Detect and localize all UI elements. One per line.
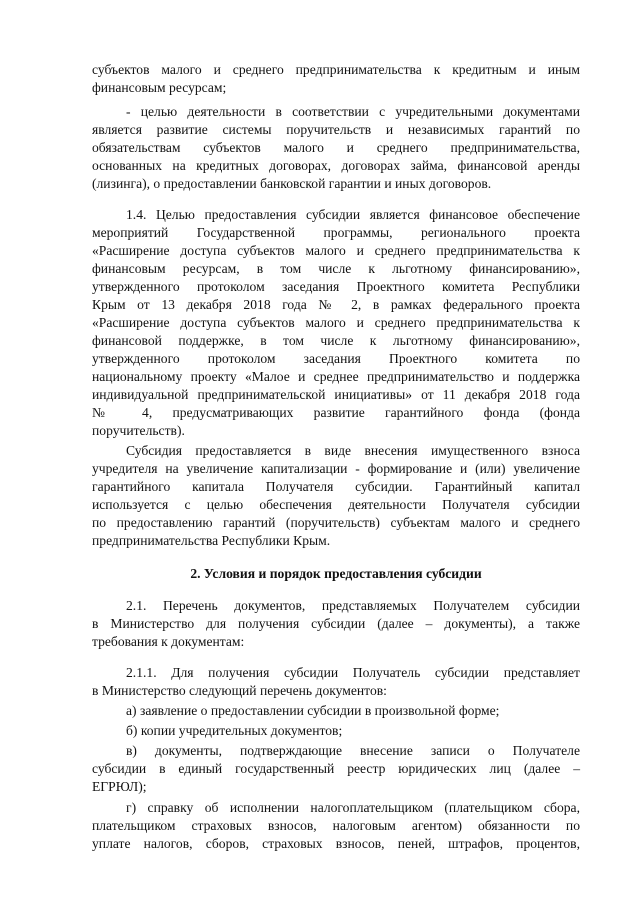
text-line: субъектов малого и среднего предпринимательства к кредитным и иным [92, 62, 580, 77]
text-line: используется с целью обеспечения деятельности Получателя субсидии [92, 497, 580, 512]
text-line: обязательствам субъектов малого и среднего предпринимательства, [92, 140, 580, 155]
text-line: 2.1.1. Для получения субсидии Получатель субсидии представляет [126, 665, 580, 680]
text-line: Крым от 13 декабря 2018 года № 2, в рамках федерального проекта [92, 297, 580, 312]
text-line: уплате налогов, сборов, страховых взносов, пеней, штрафов, процентов, [92, 836, 580, 851]
text-line: - целью деятельности в соответствии с учредительными документами [126, 104, 580, 119]
text-line: «Расширение доступа субъектов малого и среднего предпринимательства к [92, 243, 580, 258]
text-line: учредителя на увеличение капитализации - формирование и (или) увеличение [92, 461, 580, 476]
text-line: основанных на кредитных договорах, договорах займа, финансовой аренды [92, 158, 580, 173]
text-line: гарантийного капитала Получателя субсидии. Гарантийный капитал [92, 479, 580, 494]
text-line: утвержденного протоколом заседания Проектного комитета по [92, 351, 580, 366]
text-line: плательщиком страховых взносов, налоговым агентом) обязанности по [92, 818, 580, 833]
text-line: финансовой поддержке, в том числе к льготному финансированию», [92, 333, 580, 348]
section-heading: 2. Условия и порядок предоставления субсидии [190, 566, 482, 581]
text-line: предпринимательства Республики Крым. [92, 533, 331, 548]
text-line: индивидуальной предпринимательской инициативы» от 11 декабря 2018 года [92, 387, 580, 402]
text-line: г) справку об исполнении налогоплательщиком (плательщиком сбора, [126, 800, 580, 815]
text-line: Субсидия предоставляется в виде внесения имущественного взноса [126, 443, 580, 458]
text-line: (лизинга), о предоставлении банковской гарантии и иных договоров. [92, 176, 492, 191]
text-line: а) заявление о предоставлении субсидии в произвольной форме; [126, 703, 500, 718]
text-line: субсидии в единый государственный реестр юридических лиц (далее – [92, 761, 580, 776]
text-line: мероприятий Государственной программы, регионального проекта [92, 225, 580, 240]
text-line: в Министерство для получения субсидии (далее – документы), а также [92, 616, 580, 631]
text-line: в Министерство следующий перечень документов: [92, 683, 387, 698]
text-line: № 4, предусматривающих развитие гарантийного фонда (фонда [92, 405, 580, 420]
text-line: финансовым ресурсам, в том числе к льготному финансированию», [92, 261, 580, 276]
text-line: утвержденного протоколом заседания Проектного комитета Республики [92, 279, 580, 294]
text-line: требования к документам: [92, 634, 245, 649]
text-line: 1.4. Целью предоставления субсидии является финансовое обеспечение [126, 207, 580, 222]
text-line: ЕГРЮЛ); [92, 779, 147, 794]
text-line: в) документы, подтверждающие внесение записи о Получателе [126, 743, 580, 758]
text-line: национальному проекту «Малое и среднее предпринимательство и поддержка [92, 369, 580, 384]
text-line: «Расширение доступа субъектов малого и среднего предпринимательства к [92, 315, 580, 330]
text-line: финансовым ресурсам; [92, 80, 227, 95]
text-line: 2.1. Перечень документов, представляемых Получателем субсидии [126, 598, 580, 613]
text-line: является развитие системы поручительств и независимых гарантий по [92, 122, 580, 137]
text-line: б) копии учредительных документов; [126, 723, 343, 738]
text-line: поручительств). [92, 423, 185, 438]
text-line: по предоставлению гарантий (поручительств) субъектам малого и среднего [92, 515, 580, 530]
